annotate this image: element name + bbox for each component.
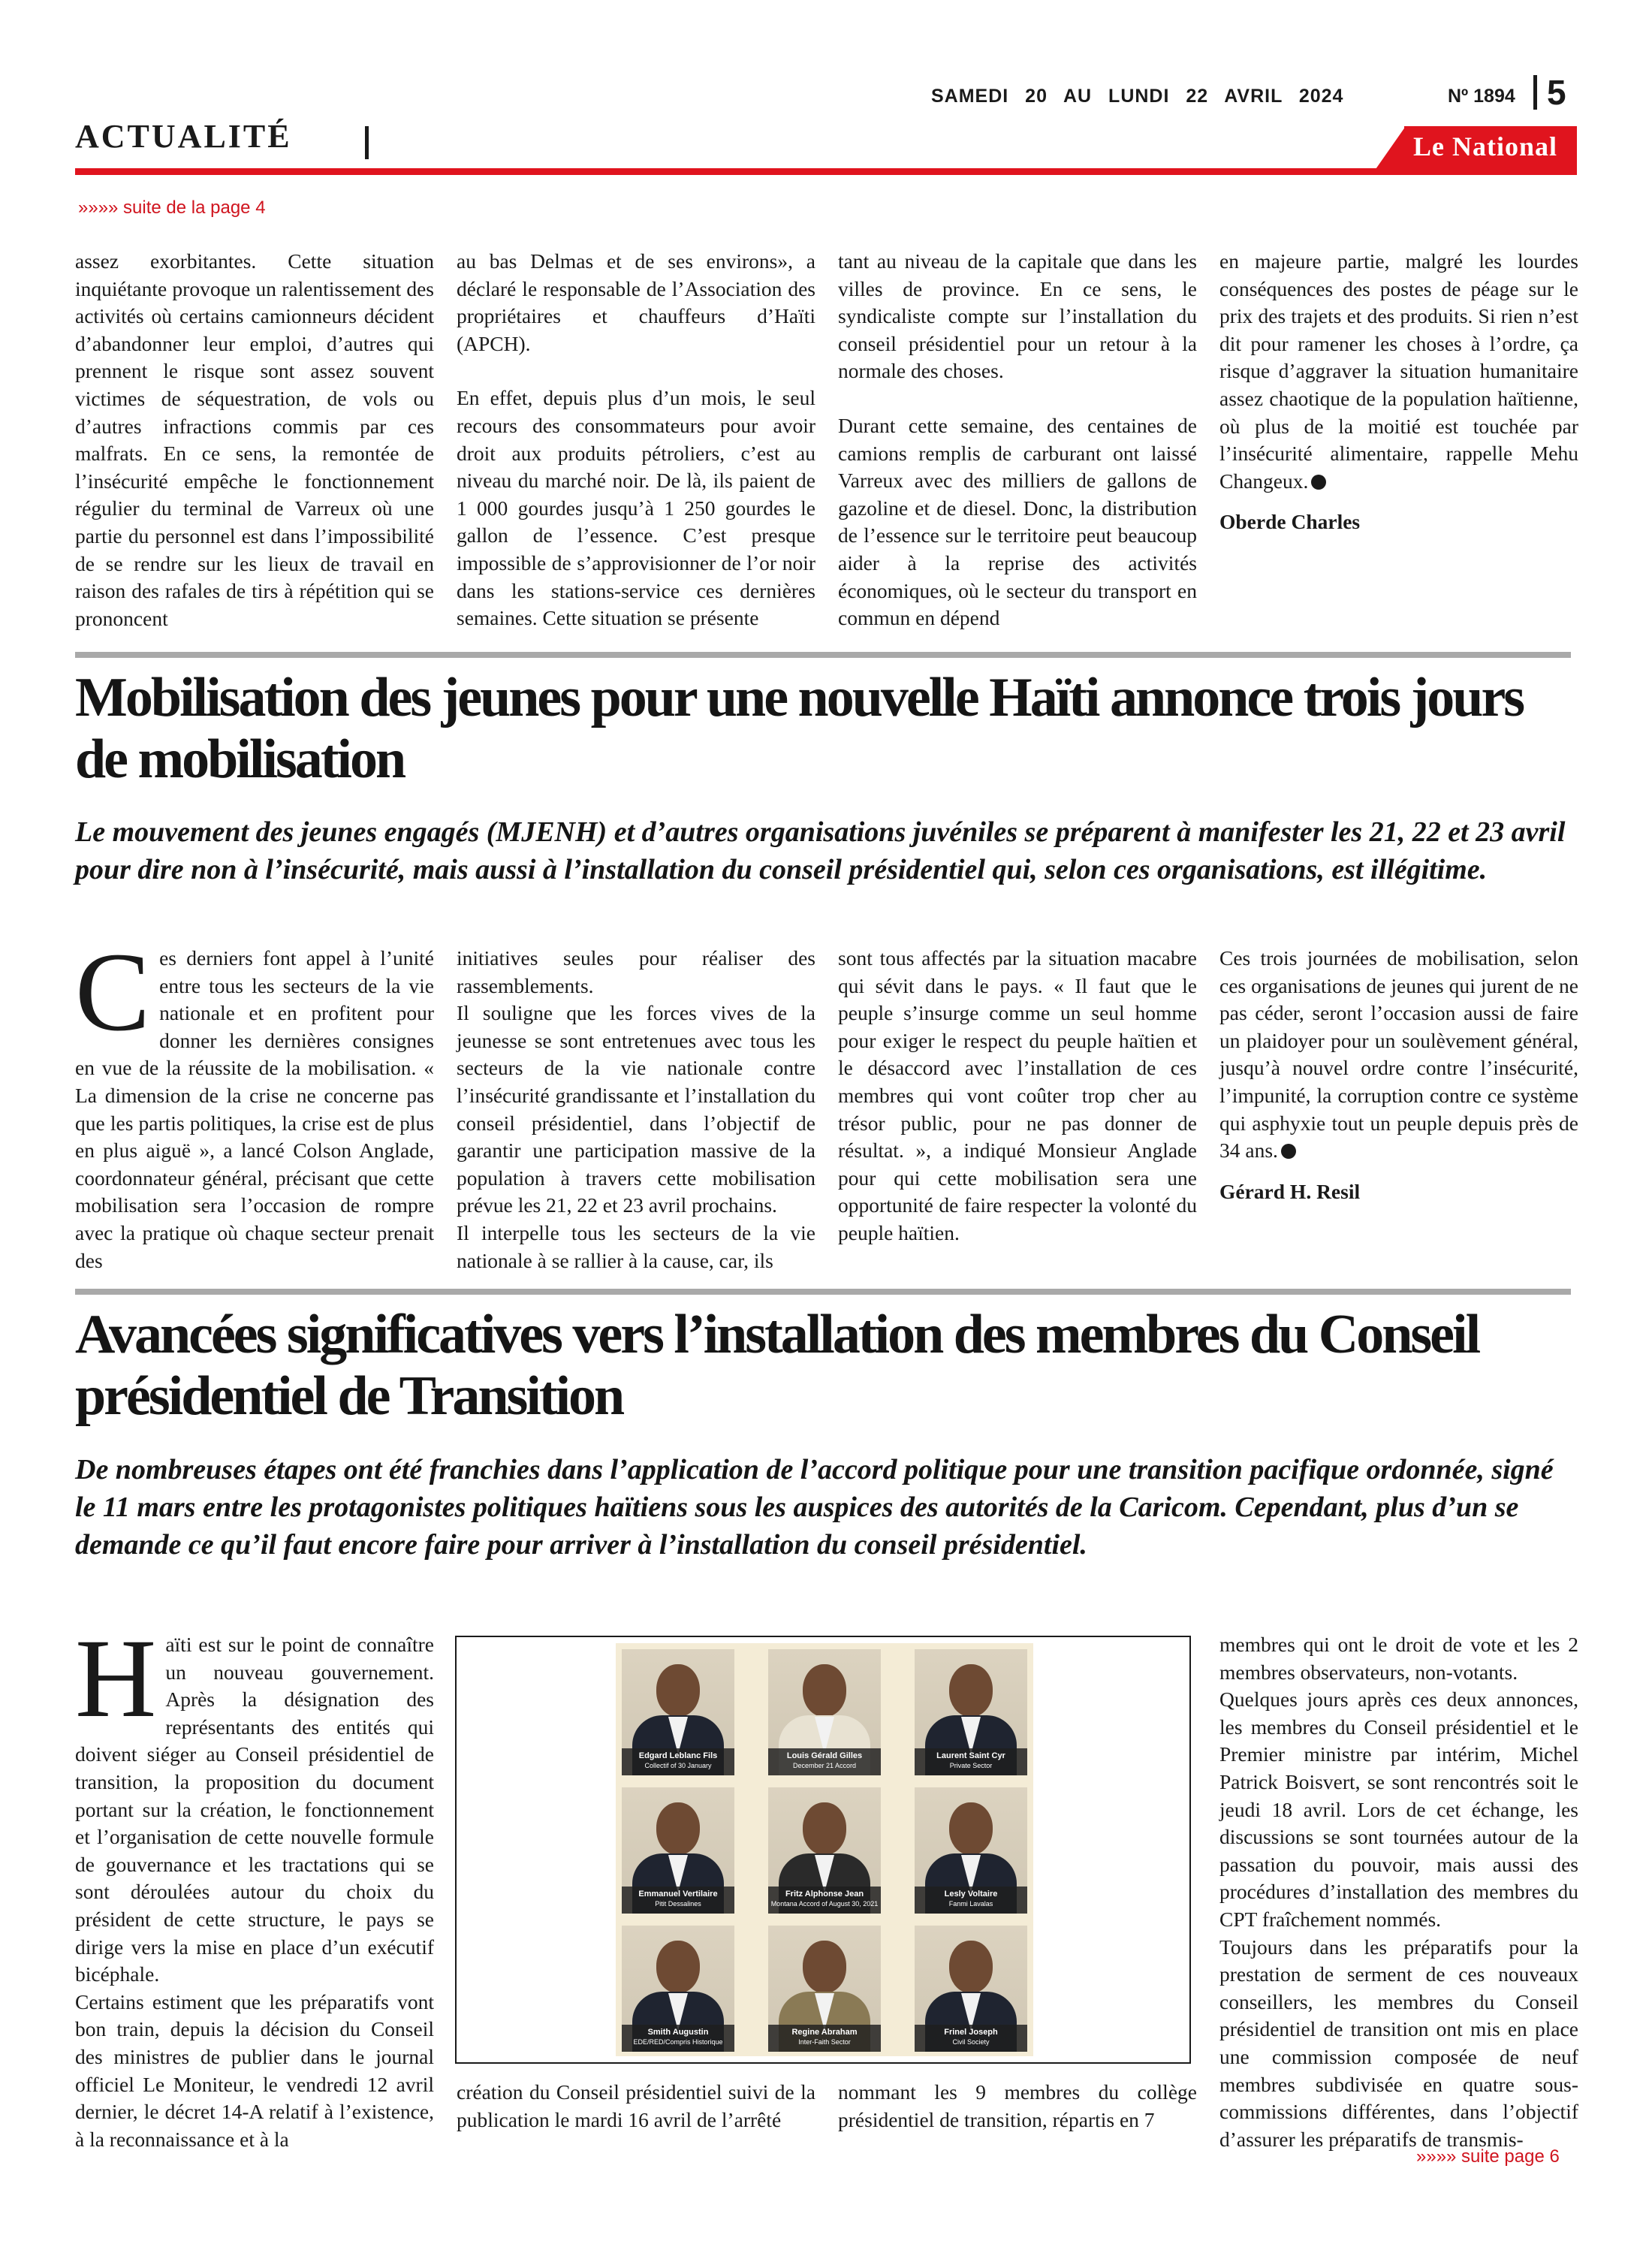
article3-column-1 xyxy=(75,1616,434,2153)
member-portrait xyxy=(915,1649,1027,1775)
article3-column-4 xyxy=(1219,1631,1578,2153)
member-caption xyxy=(768,2025,881,2052)
member-portrait xyxy=(622,1926,734,2052)
member-portrait xyxy=(768,1926,881,2052)
article2-headline: Mobilisation des jeunes pour une nouvelle Haïti annonce trois jours de mobilisation xyxy=(75,667,1524,790)
article2-text: es derniers font appel à l’unité entre tous les secteurs de la vie nationale et en profitent pour donner les dernières consignes en vue de la réussite de la mobilisation. « La dimension de la crise ne concerne pas que les partis politiques, la crise est de plus en plus aiguë », a lancé Colson Anglade, coordonnateur général, précisant que cette mobilisation sera l’occasion de rompre avec la pratique où chaque secteur prenait des xyxy=(75,946,434,1272)
article2-text: Il interpelle tous les secteurs de la vie nationale à se rallier à la cause, car, ils xyxy=(457,1220,815,1272)
article2-text: Ces trois journées de mobilisation, selon ces organisations de jeunes qui jurent de ne pas céder, seront l’occasion aussi de faire un plaidoyer pour un soulèvement général, jusqu’à nouvel ordre contre l’insécurité, l’impunité, la corruption contre ce système qui asphyxie tout un peuple depuis près de 34 ans. xyxy=(1219,946,1578,1163)
member-name: Fritz Alphonse Jean xyxy=(785,1890,864,1899)
article3-text: Toujours dans les préparatifs pour la prestation de serment de ces nouveaux conseillers, les membres du Conseil présidentiel de transition ont mis en place une commission composée de neuf membres subdivisée en quatre sous-commissions différentes, dans l’objectif d’assurer les préparatifs de transmis- xyxy=(1219,1935,1578,2151)
member-name: Lesly Voltaire xyxy=(944,1890,998,1899)
member-caption xyxy=(915,1748,1027,1775)
article2-column-3 xyxy=(838,945,1197,1247)
article2-closing-paragraph xyxy=(1219,945,1578,1165)
members-photo-grid xyxy=(616,1643,1033,2056)
article1-author: Oberde Charles xyxy=(1219,510,1361,534)
continued-from-note: »»»» suite de la page 4 xyxy=(78,198,266,218)
member-portrait xyxy=(915,1926,1027,2052)
member-affiliation: Collectif of 30 January xyxy=(644,1762,712,1769)
member-affiliation: December 21 Accord xyxy=(792,1762,857,1769)
member-name: Edgard Leblanc Fils xyxy=(638,1751,718,1760)
member-name: Laurent Saint Cyr xyxy=(936,1751,1005,1760)
member-name: Frinel Joseph xyxy=(944,2028,998,2037)
dropcap-letter: C xyxy=(75,930,151,1054)
member-name: Smith Augustin xyxy=(647,2028,709,2037)
issue-date: SAMEDI 20 AU LUNDI 22 AVRIL 2024 xyxy=(931,86,1344,107)
section-divider xyxy=(365,126,369,159)
page-number: 5 xyxy=(1547,73,1566,112)
article1-text: au bas Delmas et de ses environs», a déclaré le responsable de l’Association des propriétaires et chauffeurs d’Haïti (APCH). xyxy=(457,249,815,355)
member-affiliation: Pitit Dessalines xyxy=(655,1900,701,1908)
article2-column-2 xyxy=(457,945,815,1274)
member-caption xyxy=(622,1748,734,1775)
article2-deck: Le mouvement des jeunes engagés (MJENH) et d’autres organisations juvéniles se préparent à manifester les 21, 22 et 23 avril pour dire non à l’insécurité, mais aussi à l’installation du conseil présidentiel qui, selon ces organisations, est illégitime. xyxy=(75,816,1566,885)
council-members-photo xyxy=(455,1636,1191,2064)
article2-author: Gérard H. Resil xyxy=(1219,1179,1361,1203)
member-caption xyxy=(915,2025,1027,2052)
header-red-rule xyxy=(75,168,1577,175)
article3-deck: De nombreuses étapes ont été franchies dans l’application de l’accord politique pour une transition pacifique ordonnée, signé le 11 mars entre les protagonistes politiques haïtiens sous les auspices des autorités de la Caricom. Cependant, plus d’un se demande ce qu’il faut encore faire pour arriver à l’installation du conseil présidentiel. xyxy=(75,1454,1554,1561)
member-name: Louis Gérald Gilles xyxy=(786,1751,863,1760)
article-separator xyxy=(75,652,1571,658)
member-affiliation: Inter-Faith Sector xyxy=(798,2038,851,2046)
article1-text: tant au niveau de la capitale que dans les villes de province. En ce sens, le syndicaliste compte sur l’installation du conseil présidentiel pour un retour à la normale des choses. xyxy=(838,249,1197,383)
section-title: ACTUALITÉ xyxy=(75,118,292,155)
member-portrait xyxy=(622,1649,734,1775)
member-affiliation: Fanmi Lavalas xyxy=(948,1900,993,1908)
member-caption xyxy=(622,1887,734,1914)
end-mark-icon xyxy=(1281,1144,1296,1159)
member-caption xyxy=(622,2025,734,2052)
article2-column-1 xyxy=(75,930,434,1274)
article3-column-2 xyxy=(457,2079,815,2134)
member-caption xyxy=(768,1748,881,1775)
brand-tab-corner xyxy=(1374,126,1406,171)
article3-headline: Avancées significatives vers l’installation des membres du Conseil présidentiel de Transition xyxy=(75,1304,1479,1427)
article2-lead-paragraph xyxy=(75,930,434,1274)
article1-closing-paragraph xyxy=(1219,248,1578,495)
article1-column-3 xyxy=(838,248,1197,632)
member-portrait xyxy=(768,1649,881,1775)
member-portrait xyxy=(768,1787,881,1914)
newspaper-brand: Le National xyxy=(1404,126,1577,171)
member-affiliation: Private Sector xyxy=(949,1762,993,1769)
article3-text: nommant les 9 membres du collège présidentiel de transition, répartis en 7 xyxy=(838,2080,1197,2131)
issue-number: Nº 1894 xyxy=(1448,86,1515,107)
article-separator xyxy=(75,1289,1571,1295)
article2-column-4 xyxy=(1219,945,1578,1232)
article1-text: En effet, depuis plus d’un mois, le seul recours des consommateurs pour avoir droit aux produits pétroliers, c’est au niveau du marché noir. De là, ils paient de 1 000 gourdes jusqu’à 1 250 gourdes le gallon de l’essence. C’est presque impossible de s’approvisionner de l’or noir dans les stations-service ces dernières semaines. Cette situation se présente xyxy=(457,386,815,630)
article1-column-4 xyxy=(1219,248,1578,563)
dropcap-letter: H xyxy=(75,1616,157,1741)
article3-text: aïti est sur le point de connaître un nouveau gouvernement. Après la désignation des représentants des entités qui doivent siéger au Conseil présidentiel de transition, la proposition du document portant sur la création, le fonctionnement et l’organisation de cette nouvelle formule de gouvernance et les tractations qui se sont déroulées autour du choix du président de cette structure, le pays se dirige vers la mise en place d’un exécutif bicéphale. xyxy=(75,1633,434,1986)
member-name: Regine Abraham xyxy=(791,2028,858,2037)
article3-text: Quelques jours après ces deux annonces, les membres du Conseil présidentiel et le Premier ministre par intérim, Michel Patrick Boisvert, se sont rencontrés soit le jeudi 18 avril. Lors de cet échange, les discussions se sont tournées autour de la passation du pouvoir, mais aussi des procédures d’installation des membres du CPT fraîchement nommés. xyxy=(1219,1687,1578,1931)
member-affiliation: Montana Accord of August 30, 2021 xyxy=(770,1900,879,1908)
article2-text: initiatives seules pour réaliser des rassemblements. xyxy=(457,946,815,997)
member-name: Emmanuel Vertilaire xyxy=(638,1890,718,1899)
article1-text: assez exorbitantes. Cette situation inquiétante provoque un ralentissement des activités où certains camionneurs décident d’abandonner leur emploi, d’autres qui prennent le risque sont assez souvent victimes de séquestration, de vols ou d’autres infractions commis par ces malfrats. En ce sens, la remontée de l’insécurité empêche le fonctionnement régulier du terminal de Varreux où une partie du personnel est dans l’impossibilité de se rendre sur les lieux de travail en raison des rafales de tirs à répétition qui se prononcent xyxy=(75,249,434,630)
article1-column-1 xyxy=(75,248,434,632)
member-affiliation: EDE/RED/Compris Historique xyxy=(633,2038,723,2046)
end-mark-icon xyxy=(1311,475,1326,490)
article3-text: Certains estiment que les préparatifs vont bon train, depuis la décision du Conseil des ministres de publier dans le journal officiel Le Moniteur, le vendredi 12 avril dernier, le décret 14-A relatif à l’existence, à la reconnaissance et à la xyxy=(75,1989,434,2151)
page-header xyxy=(75,72,1577,177)
member-portrait xyxy=(622,1787,734,1914)
article3-column-3 xyxy=(838,2079,1197,2134)
member-caption xyxy=(915,1887,1027,1914)
member-portrait xyxy=(915,1787,1027,1914)
article2-text: Il souligne que les forces vives de la jeunesse se sont entretenues avec tous les secteurs de la vie nationale contre l’insécurité grandissante et l’installation du conseil présidentiel, dans l’objectif de garantir une participation massive de la population à travers cette mobilisation prévue les 21, 22 et 23 avril prochains. xyxy=(457,1001,815,1217)
member-caption xyxy=(768,1887,881,1914)
article3-text: membres qui ont le droit de vote et les 2 membres observateurs, non-votants. xyxy=(1219,1633,1578,1684)
article3-text: création du Conseil présidentiel suivi de la publication le mardi 16 avril de l’arrêté xyxy=(457,2080,815,2131)
member-affiliation: Civil Society xyxy=(952,2038,990,2046)
header-divider xyxy=(1533,75,1537,110)
article2-text: sont tous affectés par la situation macabre qui sévit dans le pays. « Il faut que le peuple s’insurge comme un seul homme pour exiger le respect du peuple haïtien et le désaccord avec l’installation de ces membres qui vont coûter trop cher au trésor public, pour ne pas donner de résultat. », a indiqué Monsieur Anglade pour qui cette mobilisation sera une opportunité de faire respecter la volonté du peuple haïtien. xyxy=(838,946,1197,1244)
continued-on-note: »»»» suite page 6 xyxy=(1416,2146,1560,2167)
article3-lead-paragraph xyxy=(75,1616,434,1989)
article1-text: Durant cette semaine, des centaines de camions remplis de carburant ont laissé Varreux avec des milliers de gallons de gazoline et de diesel. Donc, la distribution de l’essence sur le territoire peut beaucoup aider à la reprise des activités économiques, où le secteur du transport en commun en dépend xyxy=(838,413,1197,630)
article1-text: en majeure partie, malgré les lourdes conséquences des postes de péage sur le prix des trajets et des produits. Si rien n’est dit pour ramener les choses à l’ordre, ça risque d’aggraver la situation humanitaire assez chaotique de la population haïtienne, où plus de la moitié est touchée par l’insécurité alimentaire, rappelle Mehu Changeux. xyxy=(1219,249,1578,493)
article1-column-2 xyxy=(457,248,815,632)
